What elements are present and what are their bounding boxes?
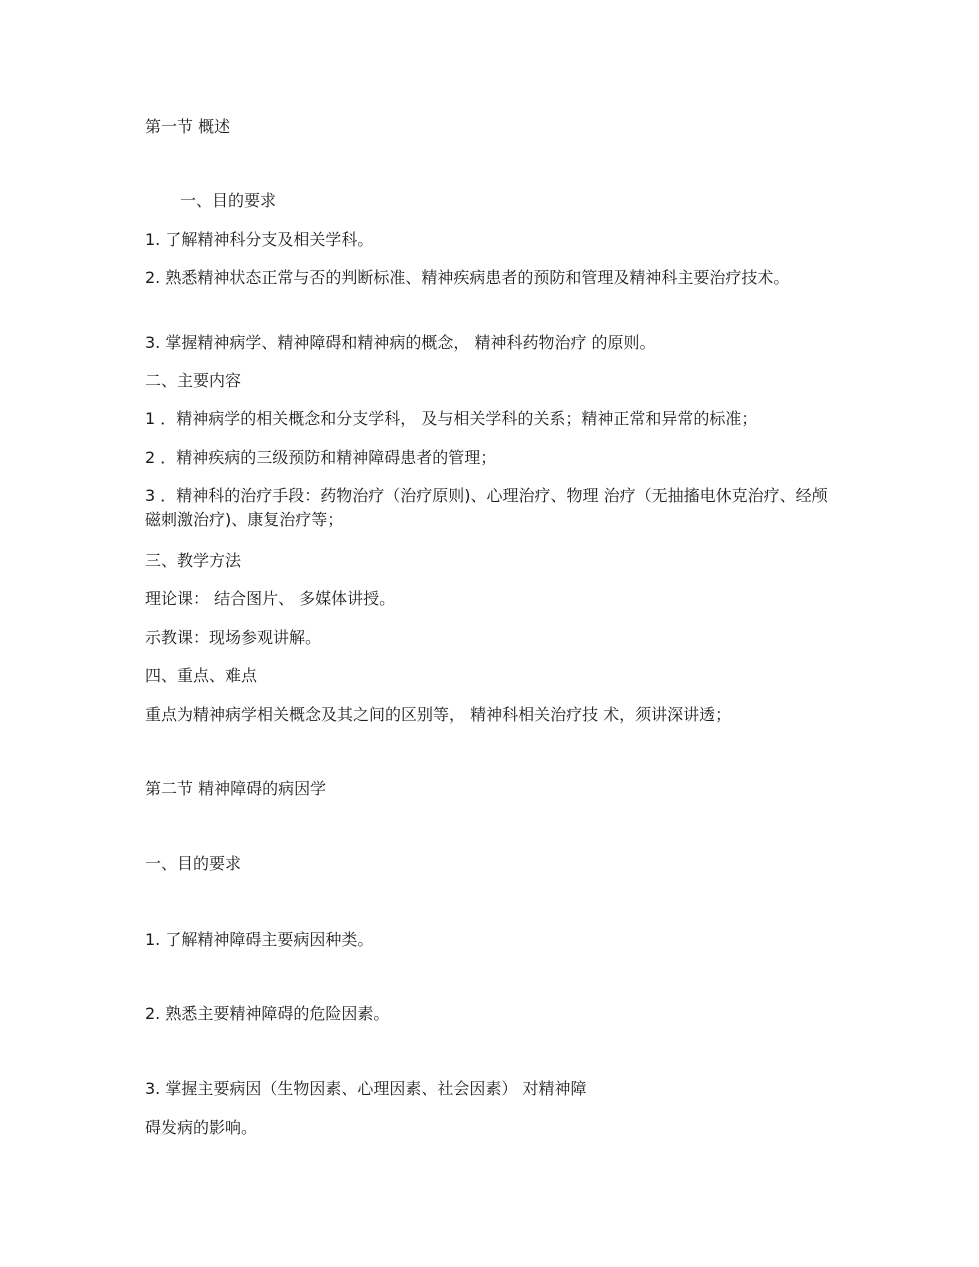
section2-objective-1: 1. 了解精神障碍主要病因种类。 [145, 930, 374, 949]
section1-key-heading: 四、重点、难点 [145, 666, 258, 685]
section1-method-1: 理论课： 结合图片、 多媒体讲授。 [145, 589, 396, 608]
section1-objective-1: 1. 了解精神科分支及相关学科。 [145, 230, 374, 249]
section2-objectives-heading: 一、目的要求 [145, 854, 242, 873]
section1-method-heading: 三、教学方法 [145, 551, 242, 570]
section1-key-text: 重点为精神病学相关概念及其之间的区别等， 精神科相关治疗技 术，须讲深讲透； [145, 705, 732, 724]
section2-objective-3: 3. 掌握主要病因（生物因素、心理因素、社会因素） 对精神障 [145, 1079, 587, 1098]
section1-objective-3: 3. 掌握精神病学、精神障碍和精神病的概念， 精神科药物治疗 的原则。 [145, 333, 656, 352]
section1-method-2: 示教课：现场参观讲解。 [145, 628, 322, 647]
section2-objective-3-cont: 碍发病的影响。 [145, 1118, 258, 1137]
section1-content-3: 3 ．精神科的治疗手段：药物治疗（治疗原则)、心理治疗、物理 治疗（无抽搐电休克治疗、经颅磁刺激治疗)、康复治疗等； [145, 486, 828, 529]
section2-title: 第二节 精神障碍的病因学 [145, 779, 327, 798]
section1-title: 第一节 概述 [145, 117, 231, 136]
section1-objective-2: 2. 熟悉精神状态正常与否的判断标准、精神疾病患者的预防和管理及精神科主要治疗技术。 [145, 268, 790, 287]
section1-objectives-heading: 一、目的要求 [180, 191, 277, 210]
section1-content-1: 1 ．精神病学的相关概念和分支学科， 及与相关学科的关系；精神正常和异常的标准； [145, 409, 758, 428]
section2-objective-2: 2. 熟悉主要精神障碍的危险因素。 [145, 1004, 390, 1023]
section1-content-heading: 二、主要内容 [145, 371, 242, 390]
section1-content-2: 2 ．精神疾病的三级预防和精神障碍患者的管理； [145, 448, 497, 467]
